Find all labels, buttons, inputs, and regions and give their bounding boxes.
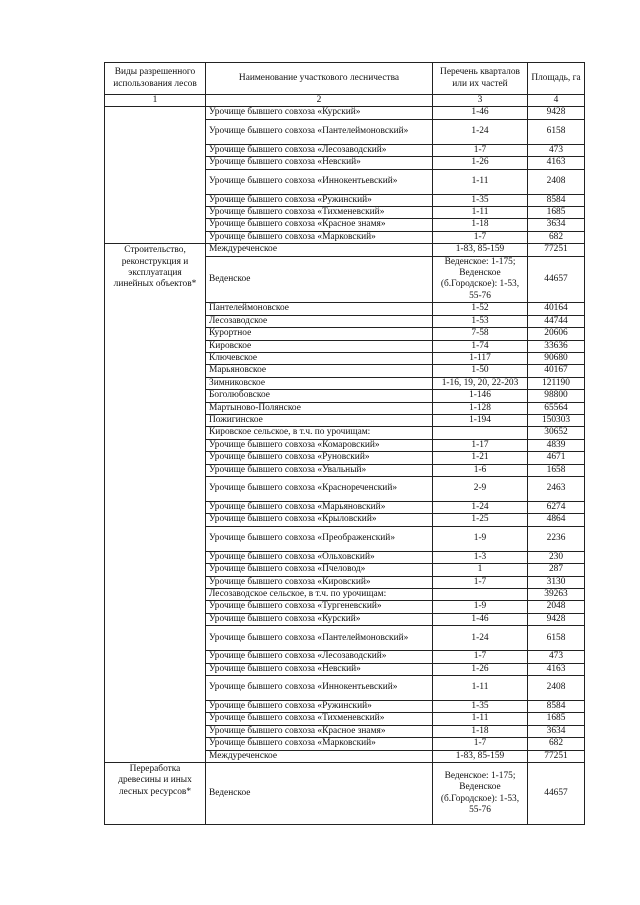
quarters-cell: 1-52 bbox=[433, 303, 528, 315]
forestry-name-cell: Марьяновское bbox=[206, 365, 433, 377]
area-cell: 230 bbox=[528, 551, 585, 563]
forestry-name-cell: Урочище бывшего совхоза «Лесозаводский» bbox=[206, 144, 433, 156]
quarters-cell: 1-46 bbox=[433, 107, 528, 119]
table-row bbox=[105, 763, 585, 825]
header-forestry-name: Наименование участкового лесничества bbox=[206, 63, 433, 95]
quarters-cell: 1-7 bbox=[433, 738, 528, 750]
area-cell: 682 bbox=[528, 231, 585, 243]
forestry-name-cell: Урочище бывшего совхоза «Марковский» bbox=[206, 738, 433, 750]
quarters-cell: 1-83, 85-159 bbox=[433, 244, 528, 256]
quarters-cell: Веденское: 1-175; Веденское (б.Городское): 1-53, 55-76 bbox=[433, 256, 528, 303]
quarters-cell: 1-7 bbox=[433, 144, 528, 156]
quarters-cell: 1-24 bbox=[433, 501, 528, 513]
quarters-cell: 1 bbox=[433, 564, 528, 576]
use-type-cell: Переработка древесины и иных лесных ресурсов* bbox=[105, 763, 206, 825]
area-cell: 44744 bbox=[528, 315, 585, 327]
area-cell: 1685 bbox=[528, 713, 585, 725]
quarters-cell bbox=[433, 589, 528, 601]
column-number: 4 bbox=[528, 95, 585, 107]
header-quarters: Перечень кварталов или их частей bbox=[433, 63, 528, 95]
forestry-name-cell: Урочище бывшего совхоза «Невский» bbox=[206, 663, 433, 675]
forestry-name-cell: Веденское bbox=[206, 763, 433, 825]
forestry-name-cell: Урочище бывшего совхоза «Преображенский» bbox=[206, 526, 433, 551]
area-cell: 4671 bbox=[528, 452, 585, 464]
quarters-cell: 1-194 bbox=[433, 414, 528, 426]
table-row bbox=[105, 244, 585, 256]
quarters-cell: 1-7 bbox=[433, 576, 528, 588]
quarters-cell: 1-26 bbox=[433, 157, 528, 169]
use-type-cell: Строительство, реконструкция и эксплуатация линейных объектов* bbox=[105, 244, 206, 763]
column-number: 2 bbox=[206, 95, 433, 107]
area-cell: 9428 bbox=[528, 107, 585, 119]
quarters-cell: 1-117 bbox=[433, 352, 528, 364]
quarters-cell: 1-83, 85-159 bbox=[433, 750, 528, 762]
area-cell: 1685 bbox=[528, 207, 585, 219]
forestry-name-cell: Пожигинское bbox=[206, 414, 433, 426]
forestry-name-cell: Урочище бывшего совхоза «Невский» bbox=[206, 157, 433, 169]
quarters-cell: 1-50 bbox=[433, 365, 528, 377]
header-use-type: Виды разрешенного использования лесов bbox=[105, 63, 206, 95]
forestry-name-cell: Веденское bbox=[206, 256, 433, 303]
table-body bbox=[105, 107, 585, 825]
area-cell: 287 bbox=[528, 564, 585, 576]
area-cell: 2236 bbox=[528, 526, 585, 551]
forestry-name-cell: Зимниковское bbox=[206, 377, 433, 389]
forestry-name-cell: Урочище бывшего совхоза «Красное знамя» bbox=[206, 725, 433, 737]
area-cell: 98800 bbox=[528, 390, 585, 402]
area-cell: 65564 bbox=[528, 402, 585, 414]
area-cell: 90680 bbox=[528, 352, 585, 364]
area-cell: 4864 bbox=[528, 514, 585, 526]
forestry-name-cell: Боголюбовское bbox=[206, 390, 433, 402]
area-cell: 682 bbox=[528, 738, 585, 750]
quarters-cell: 1-21 bbox=[433, 452, 528, 464]
area-cell: 2408 bbox=[528, 169, 585, 194]
forestry-name-cell: Урочище бывшего совхоза «Пчеловод» bbox=[206, 564, 433, 576]
area-cell: 39263 bbox=[528, 589, 585, 601]
area-cell: 30652 bbox=[528, 427, 585, 439]
area-cell: 44657 bbox=[528, 256, 585, 303]
area-cell: 40164 bbox=[528, 303, 585, 315]
quarters-cell: 1-7 bbox=[433, 231, 528, 243]
forestry-name-cell: Урочище бывшего совхоза «Курский» bbox=[206, 107, 433, 119]
area-cell: 4163 bbox=[528, 157, 585, 169]
area-cell: 33636 bbox=[528, 340, 585, 352]
area-cell: 44657 bbox=[528, 763, 585, 825]
column-number: 3 bbox=[433, 95, 528, 107]
quarters-cell: 1-18 bbox=[433, 219, 528, 231]
forestry-name-cell: Урочище бывшего совхоза «Комаровский» bbox=[206, 439, 433, 451]
forestry-name-cell: Лесозаводское bbox=[206, 315, 433, 327]
area-cell: 6158 bbox=[528, 626, 585, 651]
area-cell: 473 bbox=[528, 651, 585, 663]
area-cell: 2408 bbox=[528, 676, 585, 701]
forestry-name-cell: Урочище бывшего совхоза «Тургеневский» bbox=[206, 601, 433, 613]
forestry-name-cell: Урочище бывшего совхоза «Марковский» bbox=[206, 231, 433, 243]
forestry-name-cell: Урочище бывшего совхоза «Марьяновский» bbox=[206, 501, 433, 513]
area-cell: 6158 bbox=[528, 119, 585, 144]
area-cell: 2463 bbox=[528, 476, 585, 501]
forestry-name-cell: Урочище бывшего совхоза «Кировский» bbox=[206, 576, 433, 588]
forestry-name-cell: Мартыново-Полянское bbox=[206, 402, 433, 414]
forestry-name-cell: Урочище бывшего совхоза «Увальный» bbox=[206, 464, 433, 476]
area-cell: 40167 bbox=[528, 365, 585, 377]
area-cell: 150303 bbox=[528, 414, 585, 426]
quarters-cell: 1-18 bbox=[433, 725, 528, 737]
forestry-name-cell: Кировское сельское, в т.ч. по урочищам: bbox=[206, 427, 433, 439]
forestry-name-cell: Урочище бывшего совхоза «Тихменевский» bbox=[206, 207, 433, 219]
table-row bbox=[105, 107, 585, 119]
area-cell: 6274 bbox=[528, 501, 585, 513]
quarters-cell: 1-24 bbox=[433, 119, 528, 144]
forestry-name-cell: Урочище бывшего совхоза «Лесозаводский» bbox=[206, 651, 433, 663]
forestry-name-cell: Урочище бывшего совхоза «Пантелеймоновский» bbox=[206, 626, 433, 651]
quarters-cell: Веденское: 1-175; Веденское (б.Городское): 1-53, 55-76 bbox=[433, 763, 528, 825]
quarters-cell bbox=[433, 427, 528, 439]
use-type-cell-empty bbox=[105, 107, 206, 244]
forestry-name-cell: Урочище бывшего совхоза «Руновский» bbox=[206, 452, 433, 464]
area-cell: 4839 bbox=[528, 439, 585, 451]
forestry-name-cell: Урочище бывшего совхоза «Ружинский» bbox=[206, 194, 433, 206]
quarters-cell: 1-9 bbox=[433, 601, 528, 613]
forestry-name-cell: Ключевское bbox=[206, 352, 433, 364]
area-cell: 77251 bbox=[528, 244, 585, 256]
area-cell: 3634 bbox=[528, 219, 585, 231]
forestry-name-cell: Урочище бывшего совхоза «Ольховский» bbox=[206, 551, 433, 563]
quarters-cell: 1-7 bbox=[433, 651, 528, 663]
area-cell: 1658 bbox=[528, 464, 585, 476]
quarters-cell: 2-9 bbox=[433, 476, 528, 501]
forestry-name-cell: Урочище бывшего совхоза «Иннокентьевский» bbox=[206, 676, 433, 701]
area-cell: 121190 bbox=[528, 377, 585, 389]
quarters-cell: 1-46 bbox=[433, 613, 528, 625]
header-area: Площадь, га bbox=[528, 63, 585, 95]
area-cell: 2048 bbox=[528, 601, 585, 613]
area-cell: 20606 bbox=[528, 328, 585, 340]
quarters-cell: 1-6 bbox=[433, 464, 528, 476]
forestry-name-cell: Пантелеймоновское bbox=[206, 303, 433, 315]
quarters-cell: 1-26 bbox=[433, 663, 528, 675]
quarters-cell: 1-17 bbox=[433, 439, 528, 451]
forestry-name-cell: Междуреченское bbox=[206, 750, 433, 762]
quarters-cell: 1-25 bbox=[433, 514, 528, 526]
forest-use-table bbox=[104, 62, 585, 825]
forestry-name-cell: Урочище бывшего совхоза «Ружинский» bbox=[206, 701, 433, 713]
forestry-name-cell: Урочище бывшего совхоза «Курский» bbox=[206, 613, 433, 625]
quarters-cell: 1-3 bbox=[433, 551, 528, 563]
column-number: 1 bbox=[105, 95, 206, 107]
quarters-cell: 1-16, 19, 20, 22-203 bbox=[433, 377, 528, 389]
forestry-name-cell: Урочище бывшего совхоза «Краснореченский» bbox=[206, 476, 433, 501]
area-cell: 77251 bbox=[528, 750, 585, 762]
forestry-name-cell: Лесозаводское сельское, в т.ч. по урочищам: bbox=[206, 589, 433, 601]
area-cell: 8584 bbox=[528, 194, 585, 206]
forestry-name-cell: Урочище бывшего совхоза «Пантелеймоновский» bbox=[206, 119, 433, 144]
area-cell: 3130 bbox=[528, 576, 585, 588]
area-cell: 3634 bbox=[528, 725, 585, 737]
quarters-cell: 1-128 bbox=[433, 402, 528, 414]
area-cell: 473 bbox=[528, 144, 585, 156]
area-cell: 4163 bbox=[528, 663, 585, 675]
forestry-name-cell: Урочище бывшего совхоза «Красное знамя» bbox=[206, 219, 433, 231]
quarters-cell: 1-35 bbox=[433, 701, 528, 713]
quarters-cell: 7-58 bbox=[433, 328, 528, 340]
quarters-cell: 1-146 bbox=[433, 390, 528, 402]
forestry-name-cell: Урочище бывшего совхоза «Крыловский» bbox=[206, 514, 433, 526]
forestry-name-cell: Курортное bbox=[206, 328, 433, 340]
quarters-cell: 1-11 bbox=[433, 169, 528, 194]
area-cell: 8584 bbox=[528, 701, 585, 713]
quarters-cell: 1-11 bbox=[433, 207, 528, 219]
quarters-cell: 1-11 bbox=[433, 676, 528, 701]
forestry-name-cell: Междуреченское bbox=[206, 244, 433, 256]
quarters-cell: 1-24 bbox=[433, 626, 528, 651]
forestry-name-cell: Урочище бывшего совхоза «Тихменевский» bbox=[206, 713, 433, 725]
quarters-cell: 1-35 bbox=[433, 194, 528, 206]
quarters-cell: 1-53 bbox=[433, 315, 528, 327]
forestry-name-cell: Урочище бывшего совхоза «Иннокентьевский» bbox=[206, 169, 433, 194]
forestry-name-cell: Кировское bbox=[206, 340, 433, 352]
quarters-cell: 1-11 bbox=[433, 713, 528, 725]
quarters-cell: 1-74 bbox=[433, 340, 528, 352]
area-cell: 9428 bbox=[528, 613, 585, 625]
quarters-cell: 1-9 bbox=[433, 526, 528, 551]
